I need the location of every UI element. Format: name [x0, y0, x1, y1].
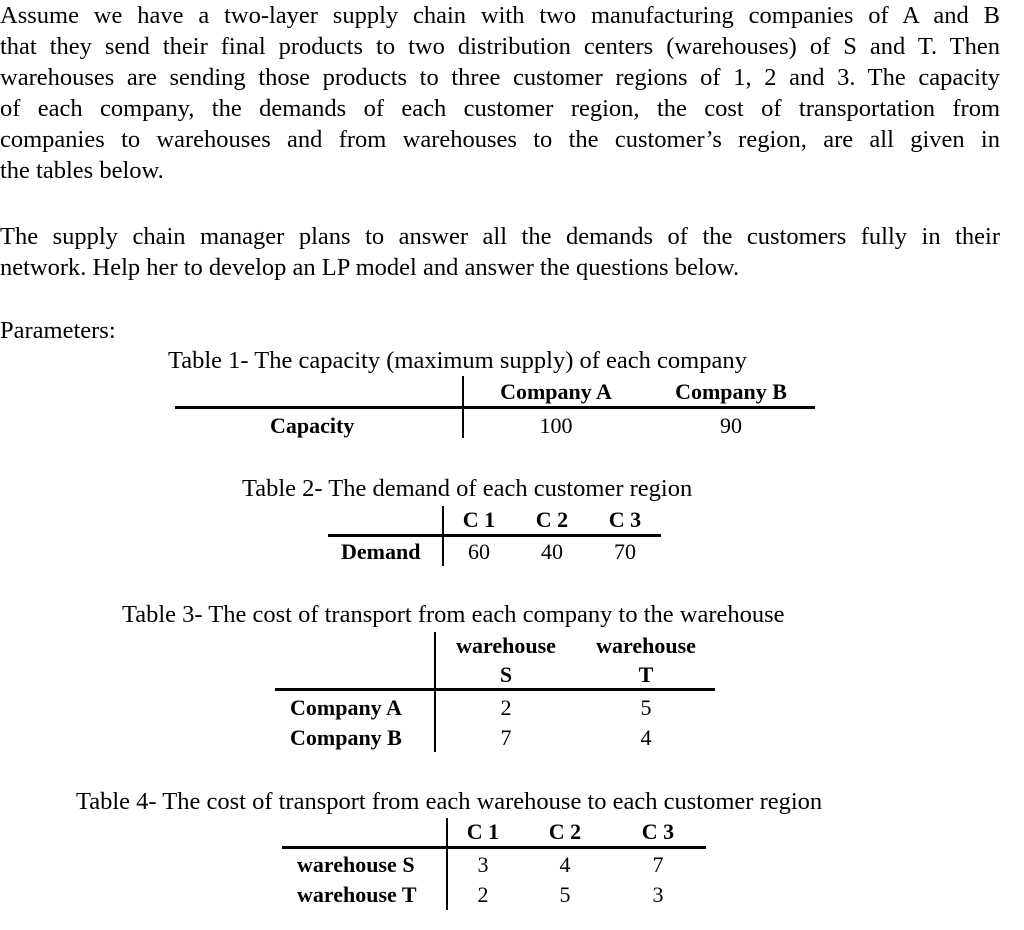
table-1-header: Company A: [500, 379, 612, 404]
table-4-value: 3: [477, 852, 489, 877]
intro-line: Assume we have a two-layer supply chain with two manufacturing companies of A and B: [0, 2, 1000, 29]
table-1-rule: [175, 406, 815, 409]
parameters-label: [0, 315, 1000, 346]
table-4-row-label: warehouse T: [297, 882, 417, 907]
table-3-row-label: Company A: [290, 695, 402, 720]
parameters-label-text: Parameters:: [0, 317, 116, 344]
table-1-row-label: Capacity: [270, 413, 355, 438]
table-3-header: warehouse: [456, 633, 556, 658]
table-3-value: 2: [500, 695, 512, 720]
table-4-value: 2: [477, 882, 489, 907]
table-4-caption: Table 4- The cost of transport from each warehouse to each customer region: [76, 788, 823, 815]
table-4-value: 7: [652, 852, 664, 877]
table-4-divider: [446, 818, 448, 910]
table-3-value: 5: [640, 695, 652, 720]
table-4-header: C 2: [548, 819, 582, 844]
table-1-value: 90: [720, 413, 742, 438]
table-3-value: 7: [500, 725, 512, 750]
table-1-header: Company B: [675, 379, 787, 404]
table-2-value: 70: [614, 539, 636, 564]
table-2-rule: [328, 534, 661, 537]
table-4-value: 4: [559, 852, 571, 877]
table-2-row-label: Demand: [341, 539, 421, 564]
intro-paragraph: [0, 0, 1000, 186]
table-4-value: 3: [652, 882, 664, 907]
intro-line: the tables below.: [0, 157, 164, 184]
table-4-row-label: warehouse S: [297, 852, 415, 877]
table-3-divider: [434, 632, 436, 752]
intro-line: warehouses are sending those products to three customer regions of 1, 2 and 3. The capacity: [0, 64, 1000, 91]
table-3-rule: [275, 688, 715, 691]
intro-line: of each company, the demands of each customer region, the cost of transportation from: [0, 95, 1000, 122]
manager-line: network. Help her to develop an LP model and answer the questions below.: [0, 254, 740, 281]
table-3-row-label: Company B: [290, 725, 402, 750]
table-3-header: warehouse: [596, 633, 696, 658]
table-3-caption: Table 3- The cost of transport from each company to the warehouse: [122, 601, 785, 628]
manager-line: The supply chain manager plans to answer all the demands of the customers fully in their: [0, 223, 1000, 250]
table-1-caption: Table 1- The capacity (maximum supply) of each company: [168, 347, 747, 374]
table-3-header: S: [499, 662, 513, 687]
table-1-value: 100: [539, 413, 573, 438]
table-2-header: C 2: [535, 507, 569, 532]
table-2-caption: Table 2- The demand of each customer region: [242, 475, 693, 502]
table-4-header: C 1: [466, 819, 500, 844]
table-2-header: C 1: [462, 507, 496, 532]
intro-line: that they send their final products to two distribution centers (warehouses) of S and T. Then: [0, 33, 1000, 60]
table-4-rule: [282, 846, 706, 849]
table-2-header: C 3: [608, 507, 642, 532]
manager-paragraph: [0, 221, 1000, 283]
table-4-header: C 3: [641, 819, 675, 844]
table-2-value: 40: [541, 539, 563, 564]
table-2-value: 60: [468, 539, 490, 564]
table-3-value: 4: [640, 725, 652, 750]
table-4-value: 5: [559, 882, 571, 907]
table-3-header: T: [638, 662, 654, 687]
intro-line: companies to warehouses and from warehouses to the customer’s region, are all given in: [0, 126, 1000, 153]
